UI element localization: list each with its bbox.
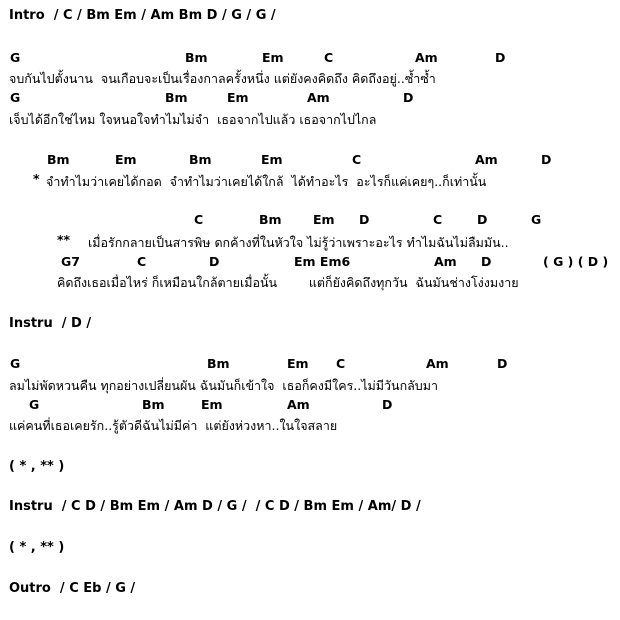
chord: C [433,212,443,227]
chord: Am [415,50,438,65]
chord: Bm [207,356,230,371]
chord: Em [261,152,283,167]
chord: Em [313,212,335,227]
chord: C [336,356,346,371]
chord: D [497,356,508,371]
chord: Bm [47,152,70,167]
lyric-line: เจ็บได้อีกใช่ไหม ใจหนอใจทำไมไม่จำ เธอจากไปแล้ว เธอจากไปไกล [9,112,377,127]
chord: Am [287,397,310,412]
chord: D [359,212,370,227]
instru-line: Instru / D / [9,316,92,331]
chord: Em [201,397,223,412]
chord: C [352,152,362,167]
chord: G [29,397,40,412]
chord: Am [426,356,449,371]
chord: D [495,50,506,65]
lyric-line: เมื่อรักกลายเป็นสารพิษ ดกค้างที่ในหัวใจ ไม่รู้ว่าเพราะอะไร ทำไมฉันไม่ลืมมัน.. [88,235,509,250]
chord: Am [307,90,330,105]
chord: Am [434,254,457,269]
chord: Bm [185,50,208,65]
chord: D [209,254,220,269]
chord: Bm [259,212,282,227]
chord: G [531,212,542,227]
chord: G [10,356,21,371]
section-marker: * [33,171,40,186]
instru-line: Instru / C D / Bm Em / Am D / G / / C D / Bm Em / Am/ D / [9,499,421,514]
chord: Em [115,152,137,167]
chord: Em [227,90,249,105]
lyric-line: ลมไม่พัดหวนคืน ทุกอย่างเปลี่ยนผัน ฉันมันก็เข้าใจ เธอก็คงมีใคร..ไม่มีวันกลับมา [9,378,438,393]
chord: Em [262,50,284,65]
chord: G7 [61,254,80,269]
chord: C [194,212,204,227]
chord: Am [475,152,498,167]
chord: Em [287,356,309,371]
repeat-line: ( * , ** ) [9,459,65,474]
chord: ( G ) ( D ) [543,254,609,269]
chord: D [541,152,552,167]
chord: C [137,254,147,269]
lyric-line: จบกันไปตั้งนาน จนเกือบจะเป็นเรื่องกาลครั้งหนึ่ง แต่ยังคงคิดถึง คิดถึงอยู่..ซ้ำซ้ำ [9,71,436,86]
chord: D [382,397,393,412]
chord: Bm [165,90,188,105]
outro-line: Outro / C Eb / G / [9,581,136,596]
chord: C [324,50,334,65]
chord: D [403,90,414,105]
lyric-line: จำทำไมว่าเคยได้กอด จำทำไมว่าเคยได้ใกล้ ได้ทำอะไร อะไรก็แค่เคยๆ..ก็เท่านั้น [46,174,487,189]
chord: G [10,90,21,105]
lyric-line: แค่คนที่เธอเคยรัก..รู้ตัวดีฉันไม่มีค่า แต่ยังห่วงหา..ในใจสลาย [9,418,338,433]
section-marker: ** [57,232,71,247]
chord: G [10,50,21,65]
chord: Em Em6 [294,254,351,269]
chord: D [477,212,488,227]
chord: Bm [142,397,165,412]
lyric-line: คิดถึงเธอเมื่อไหร่ ก็เหมือนใกล้ตายเมื่อนั้น แต่ก็ยังคิดถึงทุกวัน ฉันมันช่างโง่งมงาย [57,275,519,290]
chord: D [481,254,492,269]
repeat-line: ( * , ** ) [9,540,65,555]
intro-line: Intro / C / Bm Em / Am Bm D / G / G / [9,8,276,23]
chord: Bm [189,152,212,167]
